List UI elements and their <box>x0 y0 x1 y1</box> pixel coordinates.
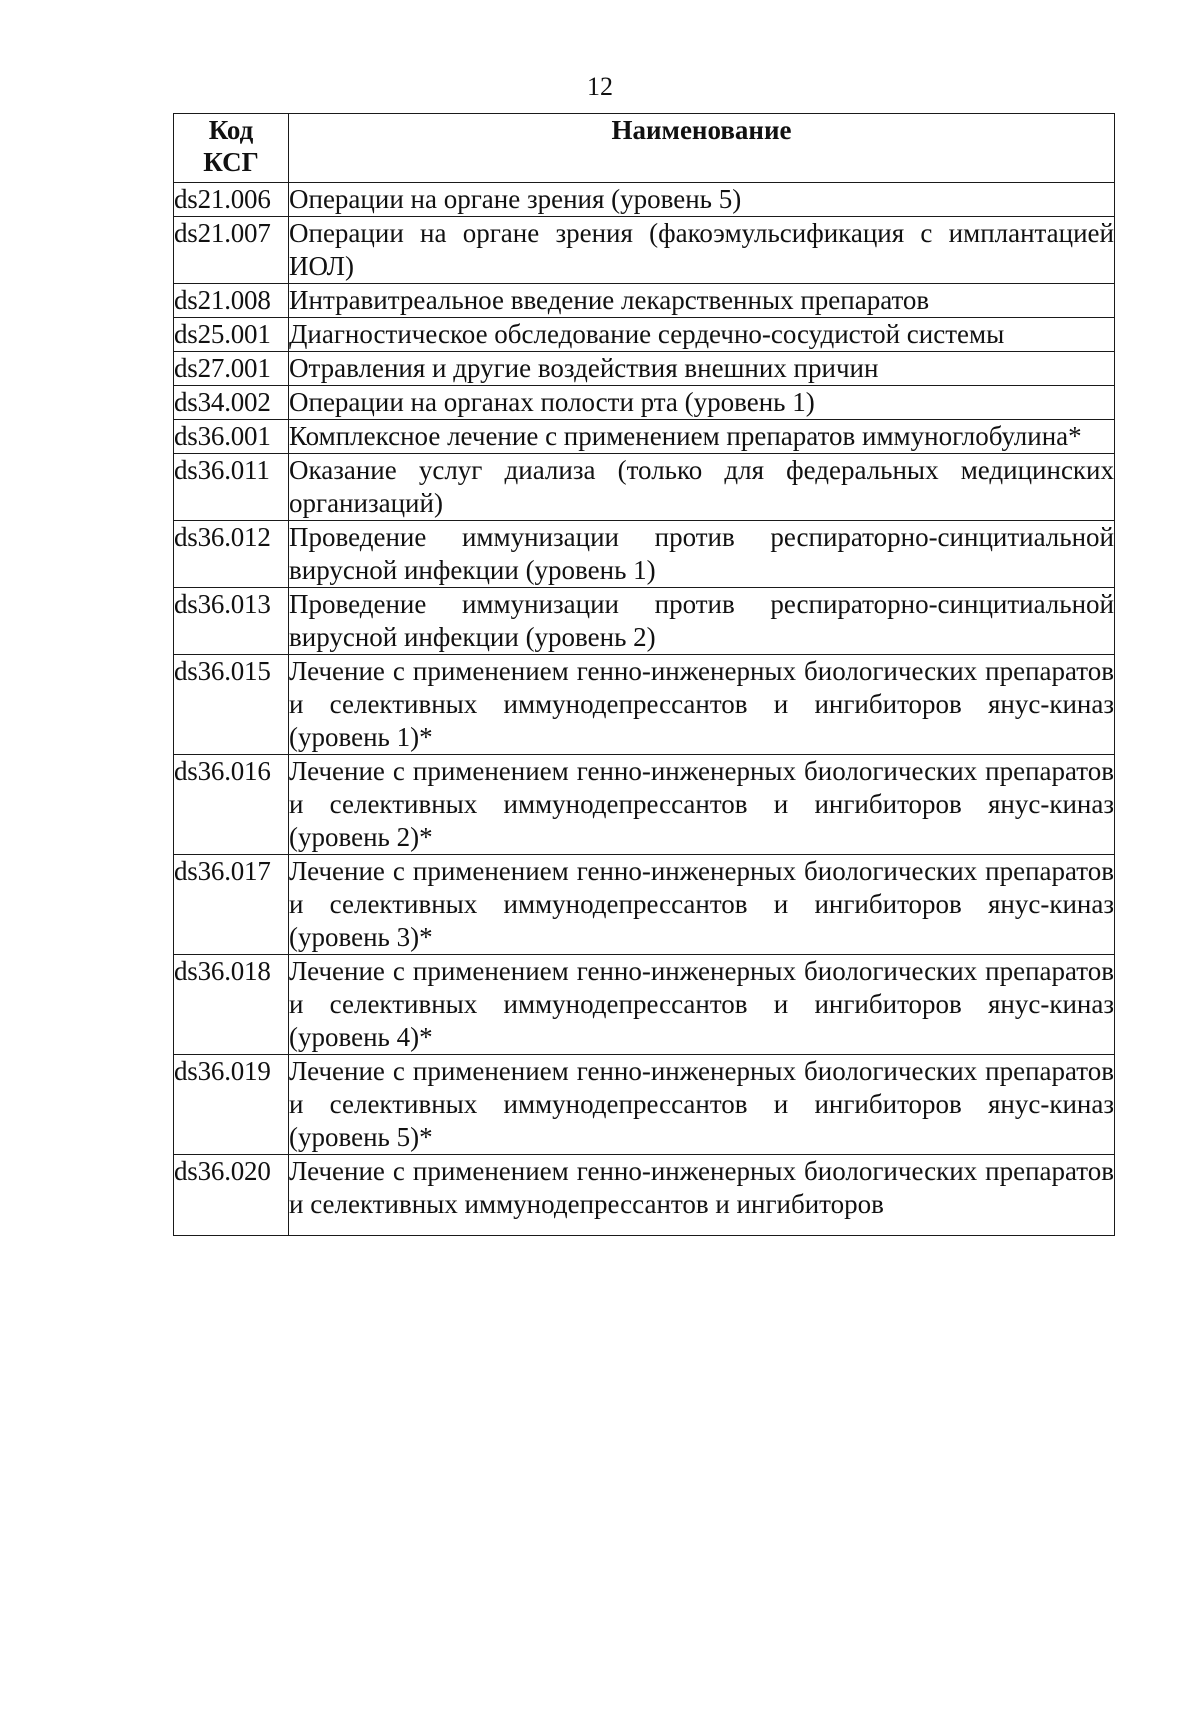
table-row <box>174 454 1115 521</box>
ksg-name: Операции на органе зрения (уровень 5) <box>289 183 1115 217</box>
ksg-name: Проведение иммунизации против респираторно-синцитиальной вирусной инфекции (уровень 1) <box>289 521 1115 588</box>
ksg-code: ds36.001 <box>174 420 289 454</box>
ksg-code: ds27.001 <box>174 352 289 386</box>
ksg-code: ds25.001 <box>174 318 289 352</box>
ksg-name: Лечение с применением генно-инженерных биологических препаратов и селективных иммунодепрессантов и ингибиторов янус-киназ (уровень 3)* <box>289 855 1115 955</box>
ksg-code: ds36.017 <box>174 855 289 955</box>
table-row <box>174 183 1115 217</box>
ksg-code: ds36.013 <box>174 588 289 655</box>
table-row <box>174 755 1115 855</box>
ksg-code: ds36.016 <box>174 755 289 855</box>
ksg-name: Отравления и другие воздействия внешних причин <box>289 352 1115 386</box>
ksg-name: Лечение с применением генно-инженерных биологических препаратов и селективных иммунодепрессантов и ингибиторов янус-киназ (уровень 4)* <box>289 955 1115 1055</box>
code-header-line2: КСГ <box>203 147 259 177</box>
table-row <box>174 352 1115 386</box>
ksg-name: Интравитреальное введение лекарственных препаратов <box>289 284 1115 318</box>
table-row <box>174 855 1115 955</box>
ksg-code: ds21.007 <box>174 217 289 284</box>
table-row <box>174 588 1115 655</box>
ksg-code: ds36.012 <box>174 521 289 588</box>
code-header-line1: Код <box>208 115 254 145</box>
ksg-table <box>173 113 1115 1236</box>
ksg-name: Диагностическое обследование сердечно-сосудистой системы <box>289 318 1115 352</box>
header-row <box>174 114 1115 183</box>
ksg-name: Лечение с применением генно-инженерных биологических препаратов и селективных иммунодепрессантов и ингибиторов янус-киназ (уровень 5)* <box>289 1055 1115 1155</box>
ksg-code: ds21.006 <box>174 183 289 217</box>
table-row <box>174 1055 1115 1155</box>
table-row <box>174 655 1115 755</box>
ksg-code: ds36.015 <box>174 655 289 755</box>
ksg-name: Операции на органе зрения (факоэмульсификация с имплантацией ИОЛ) <box>289 217 1115 284</box>
name-column-header: Наименование <box>289 114 1115 183</box>
ksg-name: Проведение иммунизации против респираторно-синцитиальной вирусной инфекции (уровень 2) <box>289 588 1115 655</box>
ksg-code: ds36.011 <box>174 454 289 521</box>
table-row <box>174 284 1115 318</box>
ksg-code: ds36.020 <box>174 1155 289 1236</box>
page-number: 12 <box>587 72 613 101</box>
table-row <box>174 955 1115 1055</box>
table-row <box>174 217 1115 284</box>
ksg-code: ds36.019 <box>174 1055 289 1155</box>
ksg-name: Комплексное лечение с применением препаратов иммуноглобулина* <box>289 420 1115 454</box>
ksg-name: Лечение с применением генно-инженерных биологических препаратов и селективных иммунодепрессантов и ингибиторов янус-киназ (уровень 1)* <box>289 655 1115 755</box>
ksg-name: Лечение с применением генно-инженерных биологических препаратов и селективных иммунодепрессантов и ингибиторов <box>289 1155 1115 1236</box>
table-header <box>174 114 1115 183</box>
ksg-name: Операции на органах полости рта (уровень 1) <box>289 386 1115 420</box>
table-row <box>174 521 1115 588</box>
table-row <box>174 1155 1115 1236</box>
ksg-name: Лечение с применением генно-инженерных биологических препаратов и селективных иммунодепрессантов и ингибиторов янус-киназ (уровень 2)* <box>289 755 1115 855</box>
table-row <box>174 386 1115 420</box>
ksg-code: ds34.002 <box>174 386 289 420</box>
table-row <box>174 318 1115 352</box>
table-body <box>174 183 1115 1236</box>
ksg-code: ds21.008 <box>174 284 289 318</box>
table-row <box>174 420 1115 454</box>
ksg-code: ds36.018 <box>174 955 289 1055</box>
ksg-name: Оказание услуг диализа (только для федеральных медицинских организаций) <box>289 454 1115 521</box>
code-column-header <box>174 114 289 183</box>
